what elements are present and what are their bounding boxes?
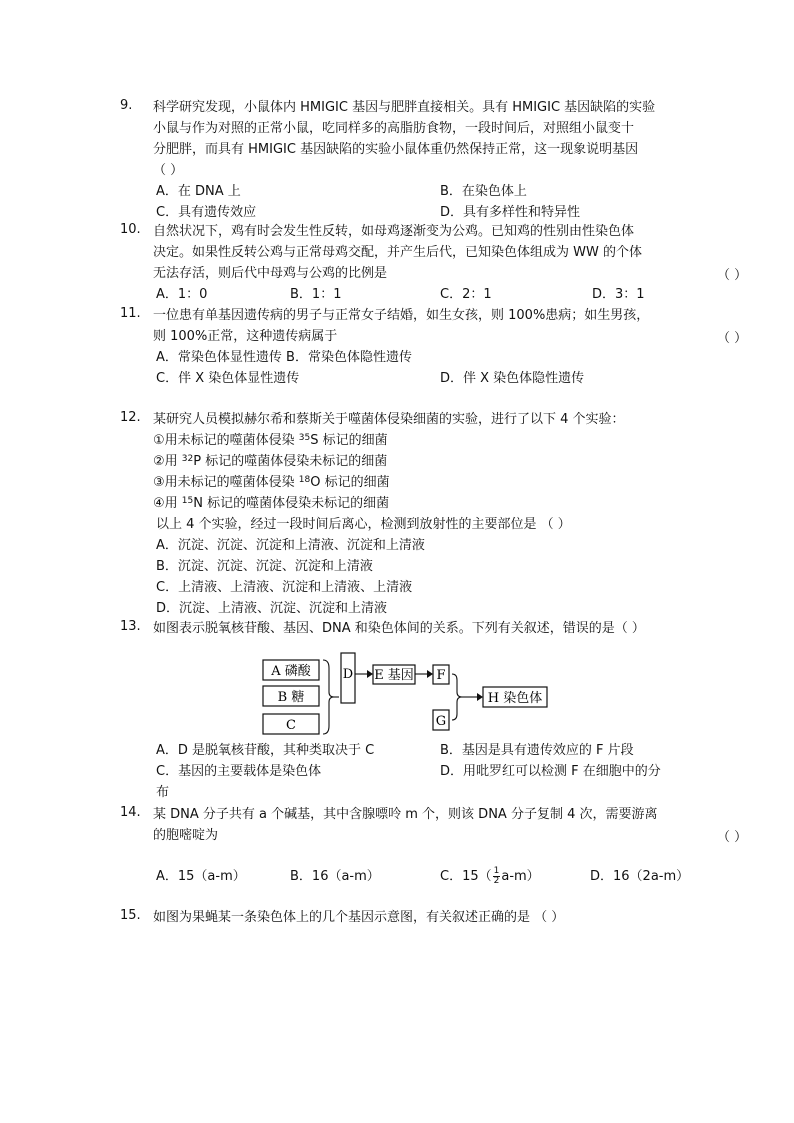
option-b: B．16（a-m） — [290, 869, 380, 884]
question-text-line: 则 100%正常，这种遗传病属于 — [153, 329, 338, 344]
option-a-b: A．常染色体显性遗传 B．常染色体隐性遗传 — [156, 350, 412, 365]
arrowhead — [367, 670, 373, 678]
question-number: 15. — [120, 908, 141, 923]
question-text-line: 某 DNA 分子共有 a 个碱基，其中含腺嘌呤 m 个，则该 DNA 分子复制 4 次，需要游离 — [153, 807, 658, 822]
question-text-line: 如图为果蝇某一条染色体上的几个基因示意图，有关叙述正确的是 （ ） — [153, 910, 565, 925]
answer-paren: （ ） — [717, 830, 748, 845]
experiment-4: ④用 $^{15}$N 标记的噬菌体侵染未标记的细菌 — [153, 496, 390, 511]
question-number: 11. — [120, 306, 141, 321]
experiment-2: ②用 $^{32}$P 标记的噬菌体侵染未标记的细菌 — [153, 454, 388, 469]
option-d: D．3：1 — [592, 287, 645, 302]
question-text-line: 的胞嘧啶为 — [153, 828, 219, 843]
question-number: 9. — [120, 98, 133, 113]
question-text-line: 如图表示脱氧核苷酸、基因、DNA 和染色体间的关系。下列有关叙述，错误的是（ ） — [153, 621, 645, 636]
option-a: A．在 DNA 上 — [156, 184, 241, 199]
option-b: B．在染色体上 — [440, 184, 527, 199]
question-text-line: 小鼠与作为对照的正常小鼠，吃同样多的高脂肪食物，一段时间后，对照组小鼠变十 — [153, 121, 635, 136]
option-b: B．基因是具有遗传效应的 F 片段 — [440, 743, 634, 758]
option-c: C．15（ $\frac{1}{2}$ a-m） — [440, 866, 540, 886]
box-d-label: D — [342, 667, 354, 682]
box-a-label: A 磷酸 — [271, 664, 311, 679]
question-text-line: 无法存活，则后代中母鸡与公鸡的比例是 — [153, 266, 388, 281]
box-b-label: B 糖 — [277, 690, 305, 705]
option-c: C．伴 X 染色体显性遗传 — [156, 371, 300, 386]
option-d-wrap: 布 — [156, 785, 170, 800]
box-h-label: H 染色体 — [487, 691, 543, 706]
box-e-label: E 基因 — [374, 668, 414, 683]
option-d: D．伴 X 染色体隐性遗传 — [440, 371, 585, 386]
option-a: A．D 是脱氧核苷酸，其种类取决于 C — [156, 743, 375, 758]
brace-left — [323, 660, 334, 734]
box-c-label: C — [286, 718, 296, 733]
question-text-line: 以上 4 个实验，经过一段时间后离心，检测到放射性的主要部位是 （ ） — [156, 517, 571, 532]
option-a: A．1：0 — [156, 287, 208, 302]
option-d: D．16（2a-m） — [590, 869, 690, 884]
option-a: A．15（a-m） — [156, 869, 246, 884]
answer-paren: （ ） — [717, 331, 748, 346]
option-d: D．沉淀、上清液、沉淀、沉淀和上清液 — [156, 601, 388, 616]
gene-relationship-diagram — [255, 648, 555, 738]
fraction-one-half: $\frac{1}{2}$ — [493, 866, 500, 886]
question-number: 10. — [120, 222, 141, 237]
question-text-line: 某研究人员模拟赫尔希和蔡斯关于噬菌体侵染细菌的实验，进行了以下 4 个实验： — [153, 412, 625, 427]
arrowhead — [427, 670, 433, 678]
arrowhead — [477, 693, 483, 701]
box-g-label: G — [435, 714, 447, 729]
option-b: B．1：1 — [290, 287, 342, 302]
experiment-3: ③用未标记的噬菌体侵染 $^{18}$O 标记的细菌 — [153, 475, 390, 490]
option-b: B．沉淀、沉淀、沉淀、沉淀和上清液 — [156, 559, 373, 574]
option-c: C．2：1 — [440, 287, 492, 302]
answer-paren: （ ） — [717, 268, 748, 283]
question-text-line: 决定。如果性反转公鸡与正常母鸡交配，并产生后代，已知染色体组成为 WW 的个体 — [153, 245, 642, 260]
option-d: D．用吡罗红可以检测 F 在细胞中的分 — [440, 764, 661, 779]
question-number: 13. — [120, 619, 141, 634]
box-f-label: F — [436, 668, 446, 683]
question-text-line: 分肥胖，而具有 HMIGIC 基因缺陷的实验小鼠体重仍然保持正常，这一现象说明基因 — [153, 142, 639, 157]
answer-paren: （ ） — [153, 163, 184, 178]
question-text-line: 科学研究发现，小鼠体内 HMIGIC 基因与肥胖直接相关。具有 HMIGIC 基因缺陷的实验 — [153, 100, 656, 115]
option-c: C．具有遗传效应 — [156, 205, 257, 220]
question-text-line: 一位患有单基因遗传病的男子与正常女子结婚，如生女孩，则 100%患病；如生男孩， — [153, 308, 650, 323]
option-c: C．基因的主要载体是染色体 — [156, 764, 322, 779]
brace-right — [452, 674, 462, 720]
question-text-line: 自然状况下，鸡有时会发生性反转，如母鸡逐渐变为公鸡。已知鸡的性别由性染色体 — [153, 224, 635, 239]
question-number: 12. — [120, 410, 141, 425]
question-number: 14. — [120, 805, 141, 820]
option-d: D．具有多样性和特异性 — [440, 205, 581, 220]
experiment-1: ①用未标记的噬菌体侵染 $^{35}$S 标记的细菌 — [153, 433, 388, 448]
option-a: A．沉淀、沉淀、沉淀和上清液、沉淀和上清液 — [156, 538, 425, 553]
option-c: C．上清液、上清液、沉淀和上清液、上清液 — [156, 580, 413, 595]
